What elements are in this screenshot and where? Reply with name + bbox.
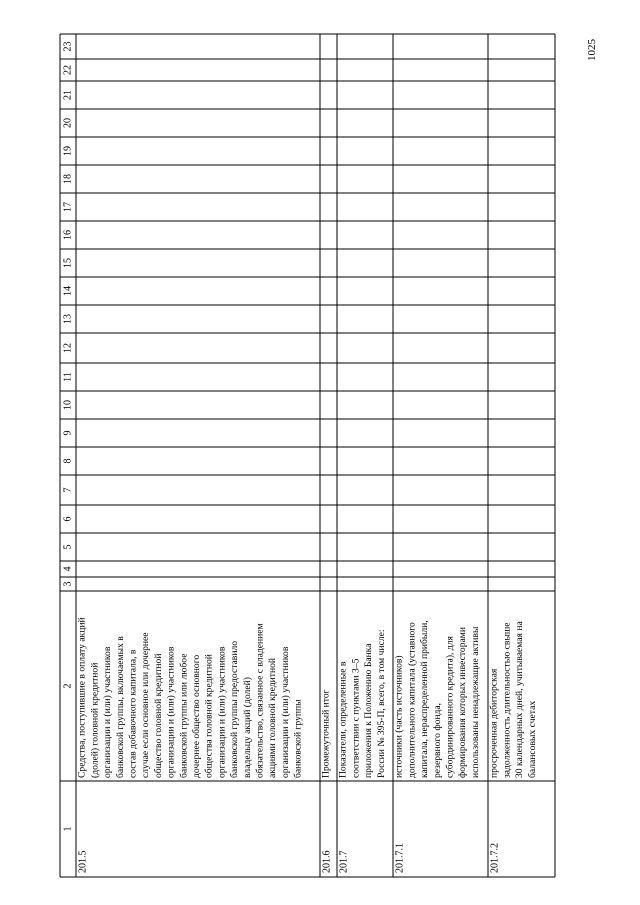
header-cell-4: 4: [62, 566, 74, 572]
header-cell-19: 19: [62, 146, 74, 156]
row-description-line: акциями головной кредитной: [267, 657, 279, 778]
header-cell-14: 14: [62, 286, 74, 296]
header-cell-23: 23: [62, 41, 74, 52]
header-cell-1: 1: [62, 826, 74, 832]
header-cell-15: 15: [62, 258, 74, 268]
row-description-line: дочернее общество основного: [191, 654, 203, 778]
table-cells: [62, 42, 538, 874]
row-description-line: общества головной кредитной: [203, 654, 215, 778]
row-description-line: Промежуточный итог: [320, 689, 332, 778]
header-cell-5: 5: [62, 544, 74, 550]
row-description-line: приложения к Положению Банка: [363, 643, 375, 778]
header-cell-7: 7: [62, 487, 74, 493]
header-cell-8: 8: [62, 458, 74, 464]
row-description-line: владельцу акций (долей): [241, 677, 253, 778]
row-description-line: источники (часть источников): [393, 655, 405, 778]
row-description-line: использованы ненадлежащие активы: [469, 626, 481, 778]
header-cell-22: 22: [62, 65, 74, 75]
header-cell-21: 21: [62, 90, 74, 100]
row-description-line: капитала, нераспределенной прибыли,: [419, 620, 431, 778]
header-cell-12: 12: [62, 343, 74, 353]
row-description-line: Показатели, определенные в: [337, 661, 349, 778]
header-cell-2: 2: [62, 683, 74, 689]
row-description-line: субординированного кредита), для: [444, 636, 456, 778]
row-description-line: случае если основное или дочернее: [140, 632, 152, 778]
header-cell-11: 11: [62, 372, 74, 382]
row-description-line: формирования которых инвесторами: [457, 627, 469, 778]
header-cell-6: 6: [62, 516, 74, 522]
row-description-line: организации и (или) участников: [102, 646, 114, 778]
row-code-201-6: 201.6: [321, 850, 333, 873]
row-code-201-7-2: 201.7.2: [489, 843, 501, 873]
row-description-line: просроченная дебиторская: [488, 668, 500, 778]
row-description-line: обязательство, связанное с владением: [254, 623, 266, 778]
header-cell-10: 10: [62, 400, 74, 410]
row-description-line: банковской группы или любое: [178, 653, 190, 778]
row-description-line: банковской группы: [292, 699, 304, 778]
row-description-line: Средства, поступившие в оплату акций: [76, 617, 88, 778]
row-description-line: организации и (или) участников: [165, 646, 177, 778]
row-description-line: банковской группы, включаемых в: [114, 636, 126, 778]
row-description-line: состав добавочного капитала, в: [127, 649, 139, 778]
row-description-line: дополнительного капитала (уставного: [406, 622, 418, 778]
header-cell-13: 13: [62, 314, 74, 324]
row-description-line: задолженность длительностью свыше: [501, 622, 513, 778]
header-cell-18: 18: [62, 174, 74, 184]
header-cell-9: 9: [62, 430, 74, 436]
row-description-line: (долей) головной кредитной: [89, 662, 101, 778]
header-cell-3: 3: [62, 581, 74, 587]
row-code-201-7: 201.7: [338, 850, 350, 873]
header-cell-16: 16: [62, 230, 74, 240]
row-code-201-5: 201.5: [77, 850, 89, 873]
row-description-line: 30 календарных дней, учитываемая на: [514, 621, 526, 778]
row-description-line: резервного фонда,: [431, 702, 443, 778]
row-description-line: организации и (или) участников: [216, 646, 228, 778]
row-description-line: общество головной кредитной: [152, 653, 164, 778]
row-description-line: балансовых счетах: [526, 700, 538, 778]
row-description-line: организации и (или) участников: [279, 646, 291, 778]
header-cell-20: 20: [62, 118, 74, 128]
header-cell-17: 17: [62, 202, 74, 212]
row-description-line: банковской группы предоставило: [229, 640, 241, 778]
page-number-text: 1025: [586, 39, 598, 61]
row-code-201-7-1: 201.7.1: [394, 843, 406, 873]
row-description-line: России № 395-П, всего, в том числе:: [375, 629, 387, 778]
row-description-line: соответствии с пунктами 3–5: [350, 658, 362, 778]
